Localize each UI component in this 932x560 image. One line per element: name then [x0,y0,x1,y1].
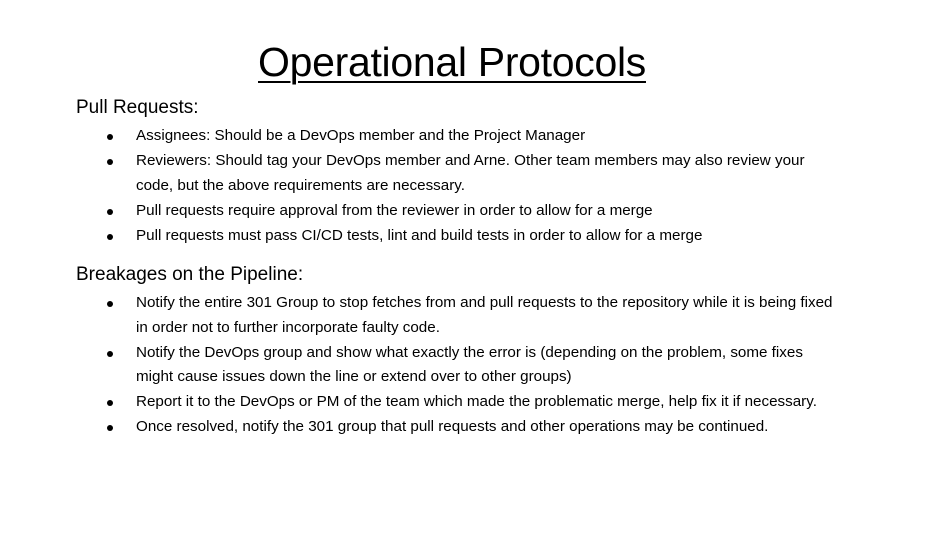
list-item [76,124,836,149]
section-heading: Pull Requests: [76,97,199,118]
bullet-icon [107,234,113,240]
list-item [76,415,836,440]
list-item-text: Assignees: Should be a DevOps member and the Project Manager [136,127,586,144]
list-item-text: Pull requests must pass CI/CD tests, lint and build tests in order to allow for a merge [136,226,703,244]
list-item-text: Reviewers: Should tag your DevOps member and Arne. Other team members may also review your code, but the above requirements are necessary. [136,152,805,194]
list-item [76,291,836,340]
list-item-text: Once resolved, notify the 301 group that pull requests and other operations may be continued. [136,418,769,435]
list-item [76,224,836,249]
bullet-icon [107,301,113,307]
bullet-icon [107,209,113,215]
bullet-icon [107,425,113,431]
bullet-icon [107,159,113,165]
section-pull-requests [76,96,836,249]
section-heading: Breakages on the Pipeline: [76,264,304,285]
list-item-text: Pull requests require approval from the reviewer in order to allow for a merge [136,201,653,219]
list-item [76,149,836,198]
section-pipeline-breakages [76,263,836,440]
bullet-icon [107,134,113,140]
list-item-text: Report it to the DevOps or PM of the team which made the problematic merge, help fix it if necessary. [136,393,817,410]
bullet-list [76,124,836,248]
page-title: Operational Protocols [258,39,646,85]
bullet-icon [107,351,113,357]
list-item [76,341,836,390]
bullet-icon [107,400,113,406]
list-item-text: Notify the DevOps group and show what exactly the error is (depending on the problem, some fixes might cause issues down the line or extend over to other groups) [136,343,803,385]
bullet-list [76,291,836,440]
list-item-text: Notify the entire 301 Group to stop fetches from and pull requests to the repository while it is being fixed in order not to further incorporate faulty code. [136,294,833,336]
list-item [76,199,836,224]
list-item [76,390,836,415]
